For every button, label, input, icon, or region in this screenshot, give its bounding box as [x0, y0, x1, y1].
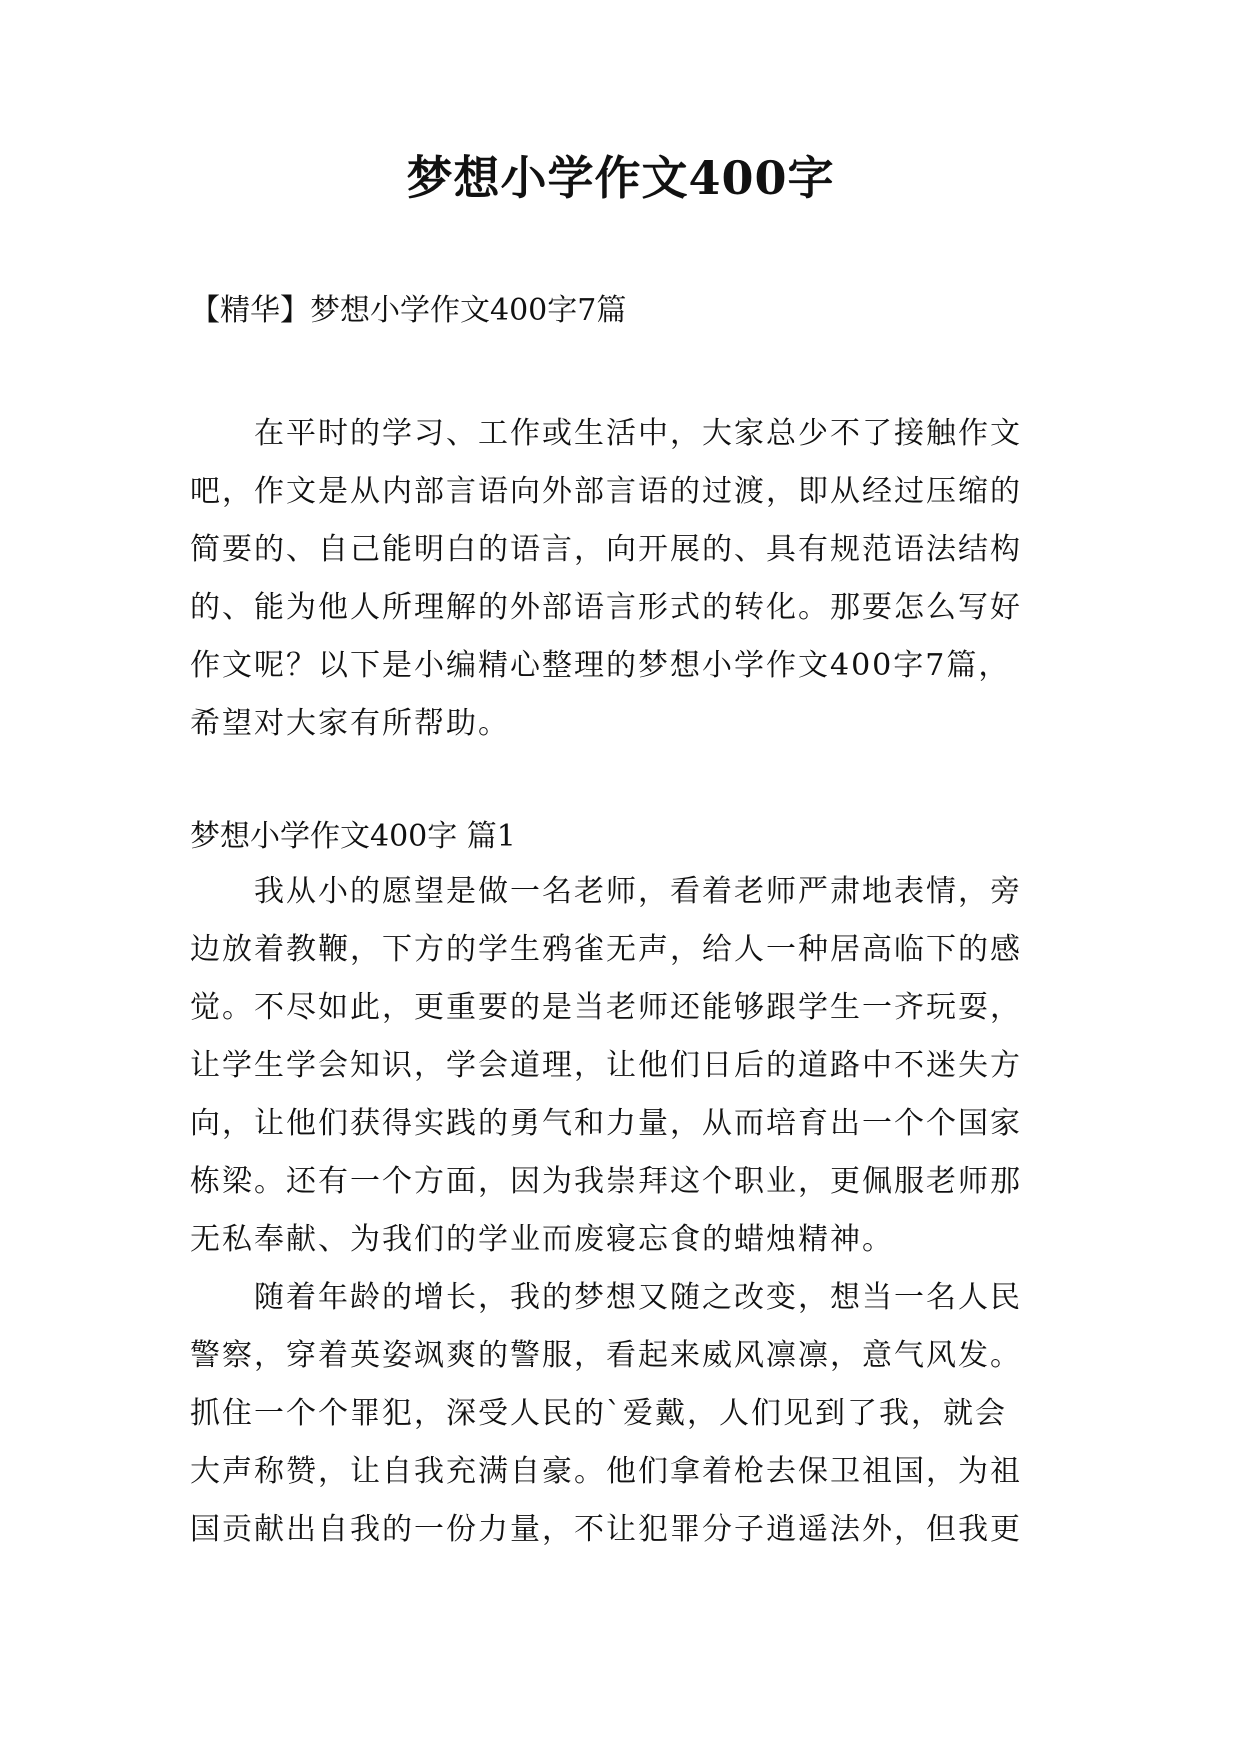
intro-line: 在平时的学习、工作或生活中，大家总少不了接触作文 — [190, 416, 1022, 451]
body-line: 国贡献出自我的一份力量，不让犯罪分子逍遥法外，但我更 — [190, 1512, 1022, 1547]
intro-line: 吧，作文是从内部言语向外部言语的过渡，即从经过压缩的 — [190, 474, 1022, 509]
body-line: 边放着教鞭，下方的学生鸦雀无声，给人一种居高临下的感 — [190, 932, 1022, 967]
intro-line: 的、能为他人所理解的外部语言形式的转化。那要怎么写好 — [190, 590, 1022, 625]
section-body — [190, 863, 1070, 1559]
body-line: 觉。不尽如此，更重要的是当老师还能够跟学生一齐玩耍， — [190, 990, 1022, 1025]
body-line: 栋梁。还有一个方面，因为我崇拜这个职业，更佩服老师那 — [190, 1164, 1022, 1199]
body-line: 抓住一个个罪犯，深受人民的`爱戴，人们见到了我，就会 — [190, 1396, 1007, 1431]
document-subtitle: 【精华】梦想小学作文400字7篇 — [190, 293, 627, 328]
intro-line: 简要的、自己能明白的语言，向开展的、具有规范语法结构 — [190, 532, 1022, 567]
body-line: 警察，穿着英姿飒爽的警服，看起来威风凛凛，意气风发。 — [190, 1338, 1022, 1373]
body-line: 让学生学会知识，学会道理，让他们日后的道路中不迷失方 — [190, 1048, 1022, 1083]
body-line: 大声称赞，让自我充满自豪。他们拿着枪去保卫祖国，为祖 — [190, 1454, 1022, 1489]
body-line: 向，让他们获得实践的勇气和力量，从而培育出一个个国家 — [190, 1106, 1022, 1141]
section-heading: 梦想小学作文400字 篇1 — [190, 819, 516, 854]
page-title: 梦想小学作文400字 — [406, 151, 835, 205]
body-line: 我从小的愿望是做一名老师，看着老师严肃地表情，旁 — [190, 874, 1022, 909]
body-line: 无私奉献、为我们的学业而废寝忘食的蜡烛精神。 — [190, 1222, 894, 1257]
intro-paragraph — [190, 405, 1070, 753]
intro-line: 作文呢？以下是小编精心整理的梦想小学作文400字7篇， — [190, 648, 1011, 683]
intro-line: 希望对大家有所帮助。 — [190, 706, 510, 741]
body-line: 随着年龄的增长，我的梦想又随之改变，想当一名人民 — [190, 1280, 1022, 1315]
